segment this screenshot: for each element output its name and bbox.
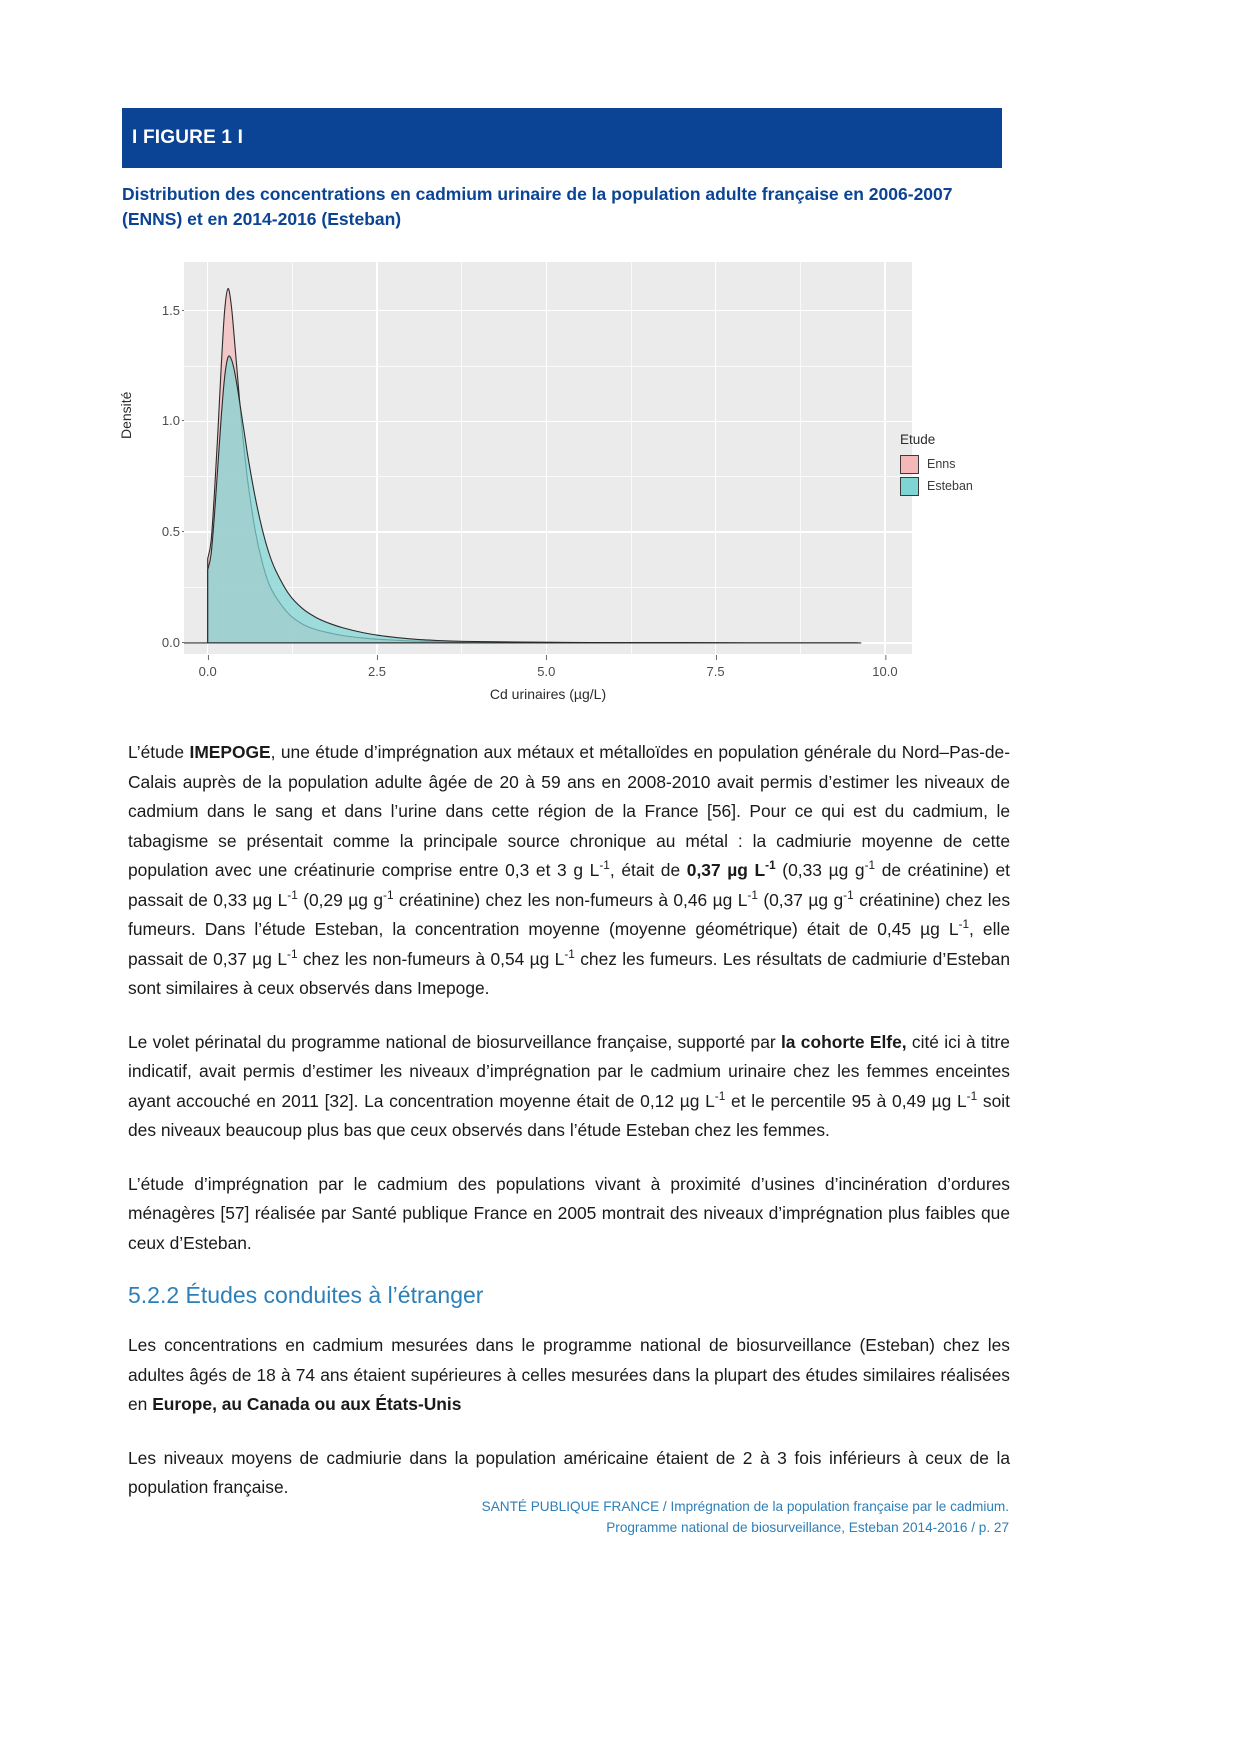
density-area-enns	[208, 289, 858, 643]
x-tick-label: 5.0	[537, 664, 556, 679]
body-text	[128, 738, 1010, 1527]
legend-label: Enns	[927, 457, 956, 471]
y-tick-label: 0.5	[161, 524, 180, 540]
y-axis-ticks	[122, 254, 180, 654]
legend-item	[900, 453, 1010, 475]
legend-swatch-icon	[900, 477, 919, 496]
footer-line-1: SANTÉ PUBLIQUE FRANCE / Imprégnation de la population française par le cadmium.	[481, 1499, 1009, 1514]
chart-plot-panel	[184, 262, 912, 654]
x-axis-title: Cd urinaires (µg/L)	[489, 686, 607, 702]
y-axis-title: Densité	[118, 391, 134, 439]
figure-caption: Distribution des concentrations en cadmium urinaire de la population adulte française en 2006-2007 (ENNS) et en 2014-2016 (Esteban)	[122, 184, 953, 229]
legend-items	[900, 453, 1010, 497]
density-chart	[118, 254, 1002, 724]
chart-legend	[900, 432, 1010, 497]
y-tick-label: 1.0	[161, 413, 180, 429]
x-tick-label: 0.0	[198, 664, 217, 679]
page-footer	[0, 1496, 1241, 1538]
section-heading: 5.2.2 Études conduites à l’étranger	[128, 1282, 484, 1308]
x-tick-label: 7.5	[706, 664, 725, 679]
y-tick-label: 1.5	[161, 302, 180, 318]
y-tick-label: 0.0	[161, 634, 180, 650]
paragraph-incineration: L’étude d’imprégnation par le cadmium des populations vivant à proximité d’usines d’incinération d’ordures ménagères [57] réalisée par Santé publique France en 2005 montrait des niveaux d’imprégnation plus faibles que ceux d’Esteban.	[128, 1173, 1010, 1253]
figure-header-bar	[122, 108, 1002, 168]
paragraph-etranger: Les concentrations en cadmium mesurées dans le programme national de biosurveillance (Esteban) chez les adultes âgés de 18 à 74 ans étaient supérieures à celles mesurées dans la plupart des études similaires réalisées en Europe, au Canada ou aux États-Unis	[128, 1335, 1010, 1414]
legend-label: Esteban	[927, 479, 973, 493]
figure-block	[118, 108, 1002, 724]
density-area-esteban	[208, 356, 858, 643]
paragraph-imepoge: L’étude IMEPOGE, une étude d’imprégnation aux métaux et métalloïdes en population générale du Nord–Pas-de-Calais auprès de la population adulte âgée de 20 à 59 ans en 2008-2010 avait permis d’estimer les niveaux de cadmium dans le sang et dans l’urine dans cette région de la France [56]. Pour ce qui est du cadmium, le tabagisme se présentait comme la principale source chronique au métal : la cadmiurie moyenne de cette population avec une créatinurie comprise entre 0,3 et 3 g $L^{-1}$, était de 0,37 µg $L^{-1}$ (0,33 µg $g^{-1}$ de créatinine) et passait de 0,33 µg $L^{-1}$ (0,29 µg $g^{-1}$ créatinine) chez les non-fumeurs à 0,46 µg $L^{-1}$ (0,37 µg $g^{-1}$ créatinine) chez les fumeurs. Dans l’étude Esteban, la concentration moyenne (moyenne géométrique) était de 0,45 µg $L^{-1}$, elle passait de 0,37 µg $L^{-1}$ chez les non-fumeurs à 0,54 µg $L^{-1}$ chez les fumeurs. Les résultats de cadmiurie d’Esteban sont similaires à ceux observés dans Imepoge.	[128, 742, 1011, 998]
footer-line-2: Programme national de biosurveillance, Esteban 2014-2016 / p. 27	[606, 1520, 1009, 1535]
x-tick-label: 10.0	[872, 664, 898, 679]
paragraph-elfe: Le volet périnatal du programme national de biosurveillance française, supporté par la cohorte Elfe, cité ici à titre indicatif, avait permis d’estimer les niveaux d’imprégnation par le cadmium urinaire chez les femmes enceintes ayant accouché en 2011 [32]. La concentration moyenne était de 0,12 µg $L^{-1}$ et le percentile 95 à 0,49 µg $L^{-1}$ soit des niveaux beaucoup plus bas que ceux observés dans l’étude Esteban chez les femmes.	[128, 1031, 1010, 1140]
figure-number-label: I FIGURE 1 I	[132, 127, 244, 148]
paragraph-americaine: Les niveaux moyens de cadmiurie dans la population américaine étaient de 2 à 3 fois inférieurs à ceux de la population française.	[128, 1447, 1010, 1497]
legend-title: Etude	[900, 432, 936, 447]
x-tick-label: 2.5	[367, 664, 387, 679]
legend-swatch-icon	[900, 455, 919, 474]
x-axis-ticks	[184, 654, 912, 684]
density-curves	[184, 262, 912, 654]
legend-item	[900, 475, 1010, 497]
